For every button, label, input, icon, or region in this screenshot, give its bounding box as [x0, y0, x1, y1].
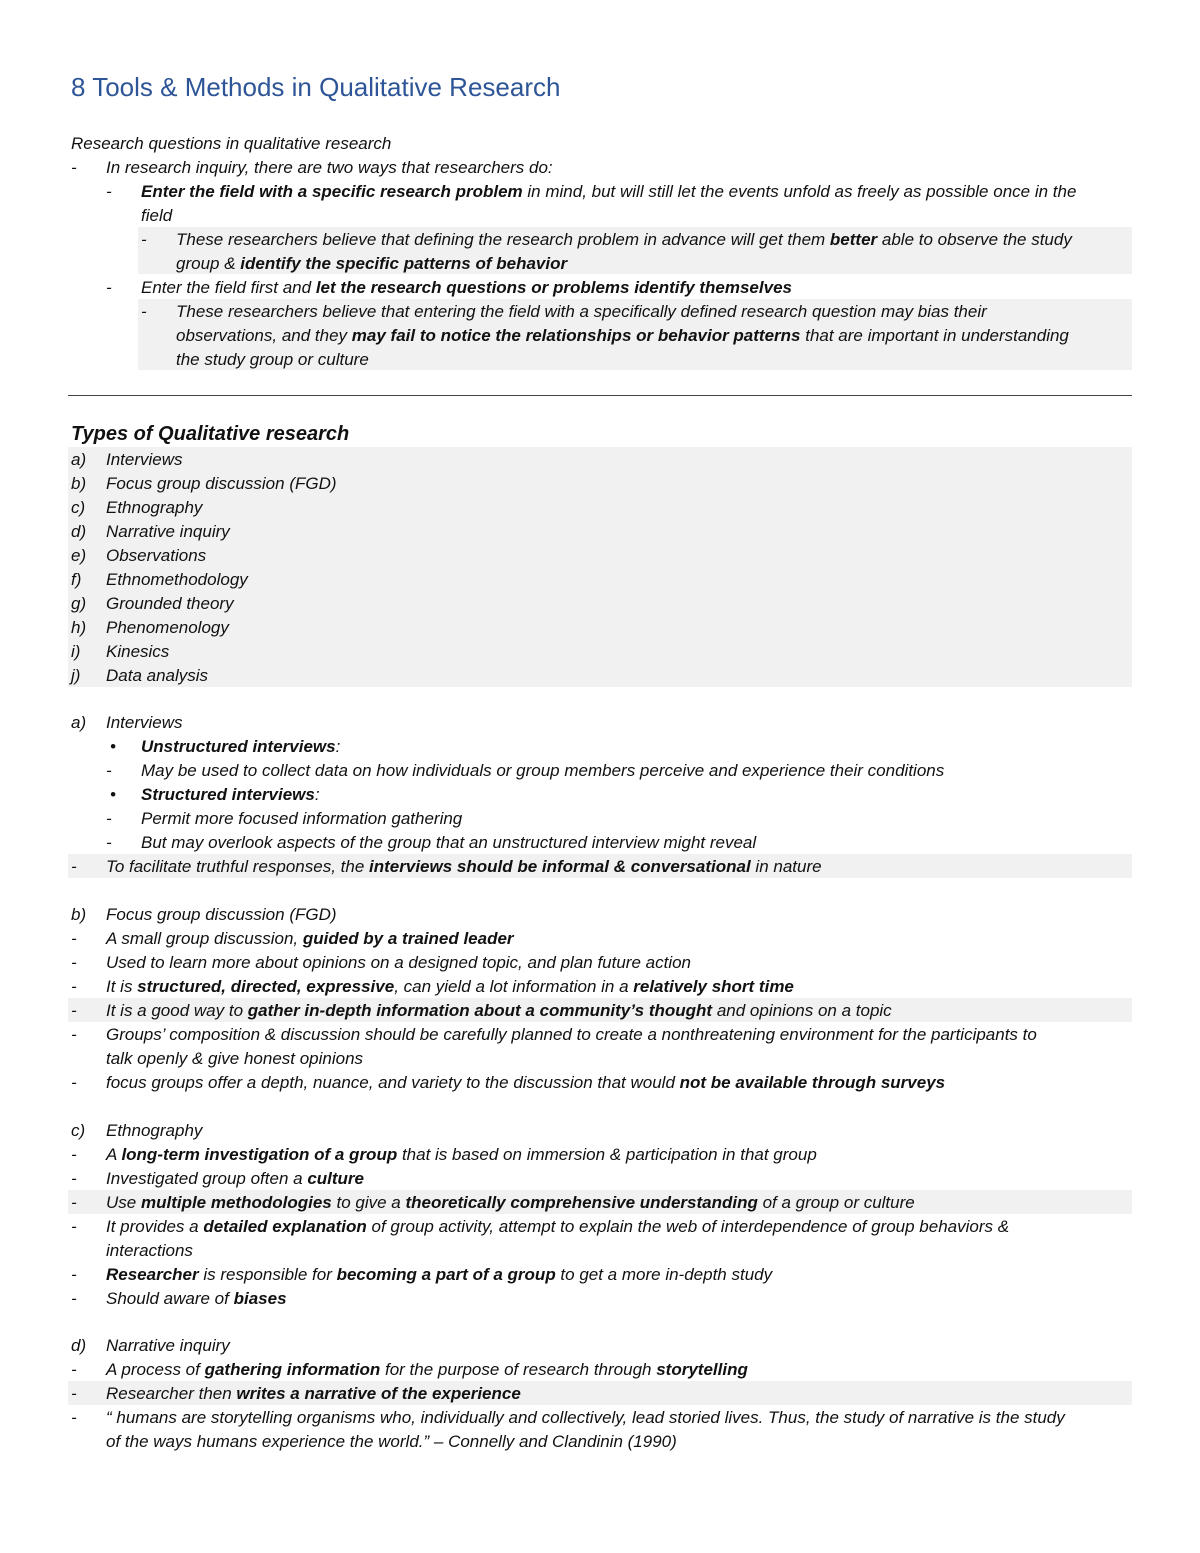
dash-marker: -: [71, 1408, 77, 1427]
section-marker: b): [71, 905, 87, 924]
dash-marker: -: [106, 278, 112, 297]
unstructured-desc: May be used to collect data on how individuals or group members perceive and experience their conditions: [141, 761, 945, 780]
ethno-line-1: A long-term investigation of a group that is based on immersion & participation in that group: [106, 1145, 817, 1164]
dash-marker: -: [71, 1073, 77, 1092]
dash-marker: -: [71, 1217, 77, 1236]
dash-marker: -: [71, 158, 77, 177]
types-item-label: Observations: [106, 546, 207, 565]
unstructured-label: Unstructured interviews:: [141, 737, 341, 756]
dash-marker: -: [141, 302, 147, 321]
way-one-text: Enter the field with a specific research problem in mind, but will still let the events unfold as freely as possible once in the: [141, 182, 1077, 201]
dash-marker: -: [71, 1001, 77, 1020]
types-item-marker: c): [71, 498, 86, 517]
way-two-text: Enter the field first and let the research questions or problems identify themselves: [141, 278, 792, 297]
dash-marker: -: [106, 809, 112, 828]
types-item-marker: j): [71, 666, 81, 685]
dash-marker: -: [71, 1265, 77, 1284]
types-item-marker: f): [71, 570, 82, 589]
structured-label: Structured interviews:: [141, 785, 320, 804]
dash-marker: -: [106, 833, 112, 852]
bullet-marker: •: [110, 785, 116, 804]
dash-marker: -: [106, 761, 112, 780]
narrative-quote-continued: of the ways humans experience the world.” – Connelly and Clandinin (1990): [106, 1432, 677, 1451]
fgd-line-6: focus groups offer a depth, nuance, and variety to the discussion that would not be available through surveys: [106, 1073, 946, 1092]
dash-marker: -: [71, 1169, 77, 1188]
types-item-label: Grounded theory: [106, 594, 234, 613]
types-item-label: Ethnomethodology: [106, 570, 248, 589]
dash-marker: -: [71, 1384, 77, 1403]
dash-marker: -: [71, 1145, 77, 1164]
fgd-line-1: A small group discussion, guided by a trained leader: [106, 929, 514, 948]
types-item-label: Focus group discussion (FGD): [106, 474, 337, 493]
fgd-line-5-continued: talk openly & give honest opinions: [106, 1049, 364, 1068]
fgd-line-3: It is structured, directed, expressive, can yield a lot information in a relatively short time: [106, 977, 794, 996]
narrative-quote: “ humans are storytelling organisms who, individually and collectively, lead storied lives. Thus, the study of narrative is the study: [106, 1408, 1065, 1427]
ethno-line-4-continued: interactions: [106, 1241, 193, 1260]
narrative-heading: Narrative inquiry: [106, 1336, 230, 1355]
bullet-marker: •: [110, 737, 116, 756]
way-one-continued: field: [141, 206, 173, 225]
way-two-belief-continued: observations, and they may fail to notice the relationships or behavior patterns that are important in understanding: [176, 326, 1069, 345]
fgd-line-5: Groups’ composition & discussion should be carefully planned to create a nonthreatening environment for the participants to: [106, 1025, 1037, 1044]
ethno-line-6: Should aware of biases: [106, 1289, 287, 1308]
page-title: 8 Tools & Methods in Qualitative Research: [71, 72, 561, 102]
dash-marker: -: [71, 1289, 77, 1308]
dash-marker: -: [71, 1025, 77, 1044]
ethno-line-3: Use multiple methodologies to give a theoretically comprehensive understanding of a group or culture: [106, 1193, 915, 1212]
ethno-line-2: Investigated group often a culture: [106, 1169, 364, 1188]
intro-text: In research inquiry, there are two ways that researchers do:: [106, 158, 553, 177]
ethnography-heading: Ethnography: [106, 1121, 203, 1140]
types-item-label: Kinesics: [106, 642, 170, 661]
ethno-line-4: It provides a detailed explanation of group activity, attempt to explain the web of interdependence of group behaviors &: [106, 1217, 1010, 1236]
dash-marker: -: [106, 182, 112, 201]
horizontal-divider: [68, 395, 1132, 396]
structured-desc-1: Permit more focused information gathering: [141, 809, 463, 828]
truthful-responses-text: To facilitate truthful responses, the interviews should be informal & conversational in nature: [106, 857, 822, 876]
fgd-line-4: It is a good way to gather in-depth information about a community’s thought and opinions on a topic: [106, 1001, 892, 1020]
way-one-belief-continued: group & identify the specific patterns of behavior: [176, 254, 568, 273]
narrative-line-1: A process of gathering information for the purpose of research through storytelling: [106, 1360, 748, 1379]
types-item-marker: e): [71, 546, 87, 565]
types-heading: Types of Qualitative research: [71, 423, 350, 445]
types-item-marker: h): [71, 618, 87, 637]
fgd-line-2: Used to learn more about opinions on a designed topic, and plan future action: [106, 953, 692, 972]
ethno-line-5: Researcher is responsible for becoming a part of a group to get a more in-depth study: [106, 1265, 773, 1284]
way-two-belief: These researchers believe that entering the field with a specifically defined research question may bias their: [176, 302, 987, 321]
types-item-label: Ethnography: [106, 498, 203, 517]
dash-marker: -: [71, 977, 77, 996]
dash-marker: -: [71, 857, 77, 876]
dash-marker: -: [141, 230, 147, 249]
dash-marker: -: [71, 1193, 77, 1212]
types-item-label: Narrative inquiry: [106, 522, 230, 541]
types-item-marker: b): [71, 474, 87, 493]
way-two-belief-end: the study group or culture: [176, 350, 369, 369]
way-one-belief: These researchers believe that defining the research problem in advance will get them better able to observe the study: [176, 230, 1072, 249]
dash-marker: -: [71, 1360, 77, 1379]
dash-marker: -: [71, 953, 77, 972]
dash-marker: -: [71, 929, 77, 948]
types-item-marker: i): [71, 642, 81, 661]
section-marker: a): [71, 713, 87, 732]
section-marker: d): [71, 1336, 87, 1355]
types-item-marker: g): [71, 594, 87, 613]
types-item-label: Interviews: [106, 450, 183, 469]
section-marker: c): [71, 1121, 86, 1140]
types-item-marker: a): [71, 450, 87, 469]
interviews-heading: Interviews: [106, 713, 183, 732]
narrative-line-2: Researcher then writes a narrative of the experience: [106, 1384, 521, 1403]
types-item-marker: d): [71, 522, 87, 541]
structured-desc-2: But may overlook aspects of the group that an unstructured interview might reveal: [141, 833, 757, 852]
types-item-label: Phenomenology: [106, 618, 229, 637]
fgd-heading: Focus group discussion (FGD): [106, 905, 337, 924]
section-heading-research-questions: Research questions in qualitative research: [71, 134, 392, 153]
types-item-label: Data analysis: [106, 666, 209, 685]
